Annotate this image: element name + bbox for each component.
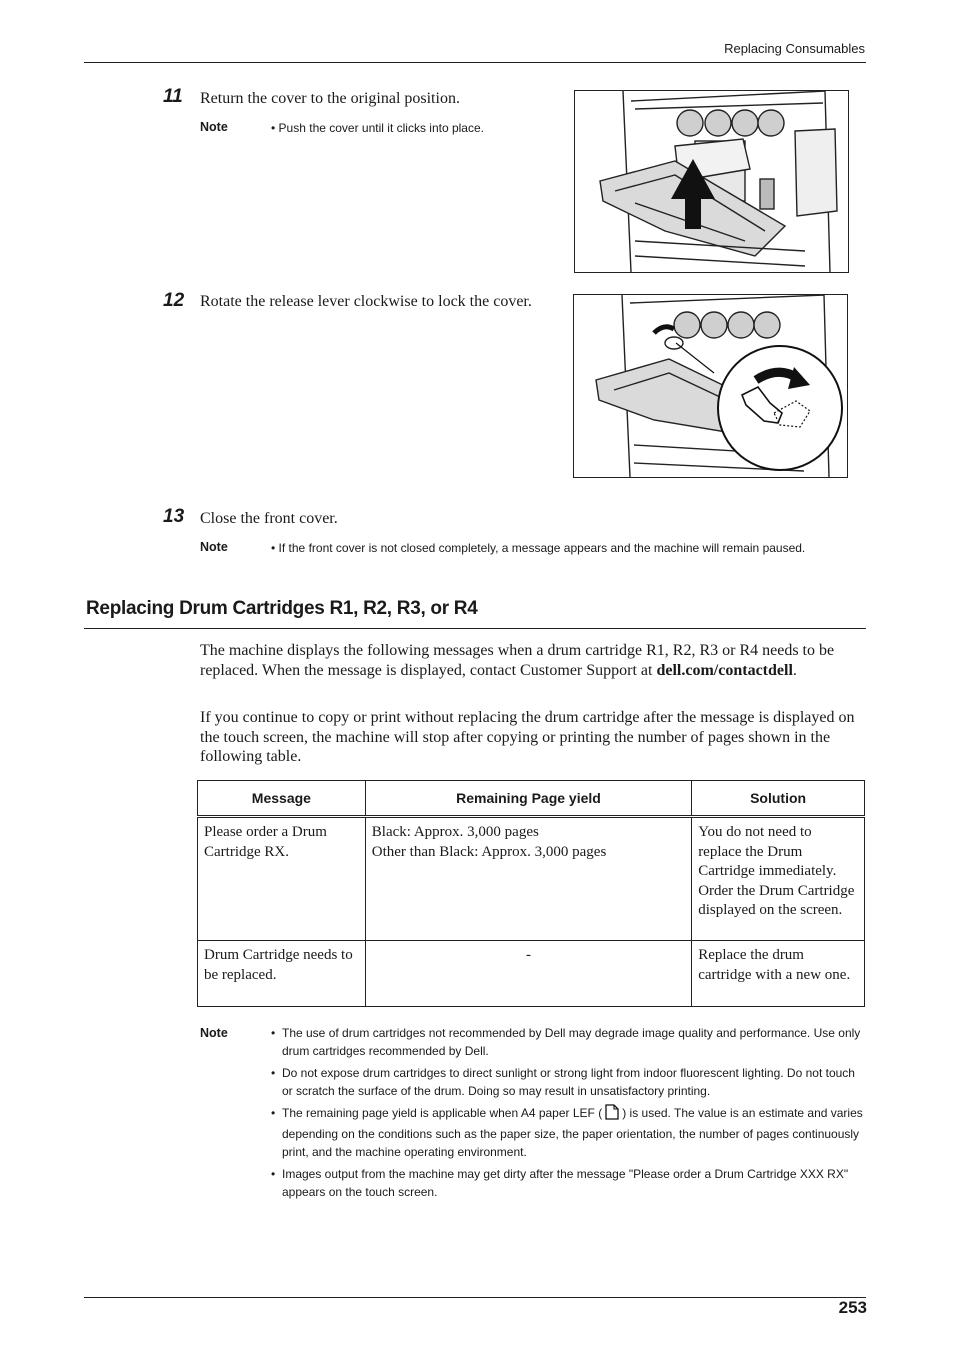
note-item: • Do not expose drum cartridges to direct sunlight or strong light from indoor fluorescent lighting. Do not touch or scratch the surface of the drum. Doing so may result in unsatisfactory printing. [271, 1064, 865, 1100]
page-yield-table [197, 780, 865, 1007]
header-rule [84, 62, 866, 63]
note-label: Note [200, 540, 228, 554]
cell-message: Please order a Drum Cartridge RX. [198, 817, 366, 941]
section-rule [84, 628, 866, 629]
page-number: 253 [838, 1298, 867, 1317]
release-lever-rotate-illustration [574, 295, 847, 477]
header-remaining-yield: Remaining Page yield [365, 781, 691, 817]
header-message: Message [198, 781, 366, 817]
step-text: Rotate the release lever clockwise to lock the cover. [200, 293, 532, 310]
cell-message: Drum Cartridge needs to be replaced. [198, 941, 366, 1007]
step-text: Close the front cover. [200, 510, 338, 527]
cell-yield: Black: Approx. 3,000 pages Other than Black: Approx. 3,000 pages [365, 817, 691, 941]
table-row [198, 941, 865, 1007]
contact-link[interactable]: dell.com/contactdell [656, 661, 793, 679]
table-row [198, 817, 865, 941]
cell-yield: - [365, 941, 691, 1007]
paper-lef-icon [605, 1104, 619, 1125]
section-title: Replacing Drum Cartridges R1, R2, R3, or R4 [86, 598, 478, 619]
note-text: • If the front cover is not closed completely, a message appears and the machine will remain paused. [271, 541, 806, 555]
note-item: • The remaining page yield is applicable when A4 paper LEF ( ) is used. The value is an estimate and varies depending on the conditions such as the paper size, the paper orientation, the number of pages continuously print, and the machine operating environment. [271, 1104, 865, 1161]
running-header: Replacing Consumables [724, 41, 865, 56]
figure-cover-push [574, 90, 849, 273]
footer-rule [84, 1297, 866, 1298]
note-text: • Push the cover until it clicks into place. [271, 121, 484, 135]
step-number: 12 [163, 290, 185, 311]
cell-solution: Replace the drum cartridge with a new one. [692, 941, 865, 1007]
step-number: 11 [163, 86, 183, 107]
note-label: Note [200, 120, 228, 134]
header-solution: Solution [692, 781, 865, 817]
table-header-row [198, 781, 865, 817]
step-number: 13 [163, 506, 185, 527]
note-item: • The use of drum cartridges not recommended by Dell may degrade image quality and performance. Use only drum cartridges recommended by Dell. [271, 1024, 865, 1060]
intro-paragraph: The machine displays the following messages when a drum cartridge R1, R2, R3 or R4 needs to be replaced. When the message is displayed, contact Customer Support at dell.com/contactdell. [200, 642, 835, 679]
continue-paragraph: If you continue to copy or print without replacing the drum cartridge after the message is displayed on the touch screen, the machine will stop after copying or printing the number of pages shown in the following table. [200, 709, 855, 765]
printer-cover-push-illustration [575, 91, 848, 272]
figure-release-lever [573, 294, 848, 478]
step-text: Return the cover to the original position. [200, 90, 460, 107]
note-label: Note [200, 1026, 228, 1040]
cell-solution: You do not need to replace the Drum Cartridge immediately. Order the Drum Cartridge displayed on the screen. [692, 817, 865, 941]
bottom-note-list [271, 1024, 865, 1205]
note-item: • Images output from the machine may get dirty after the message "Please order a Drum Cartridge XXX RX" appears on the touch screen. [271, 1165, 865, 1201]
